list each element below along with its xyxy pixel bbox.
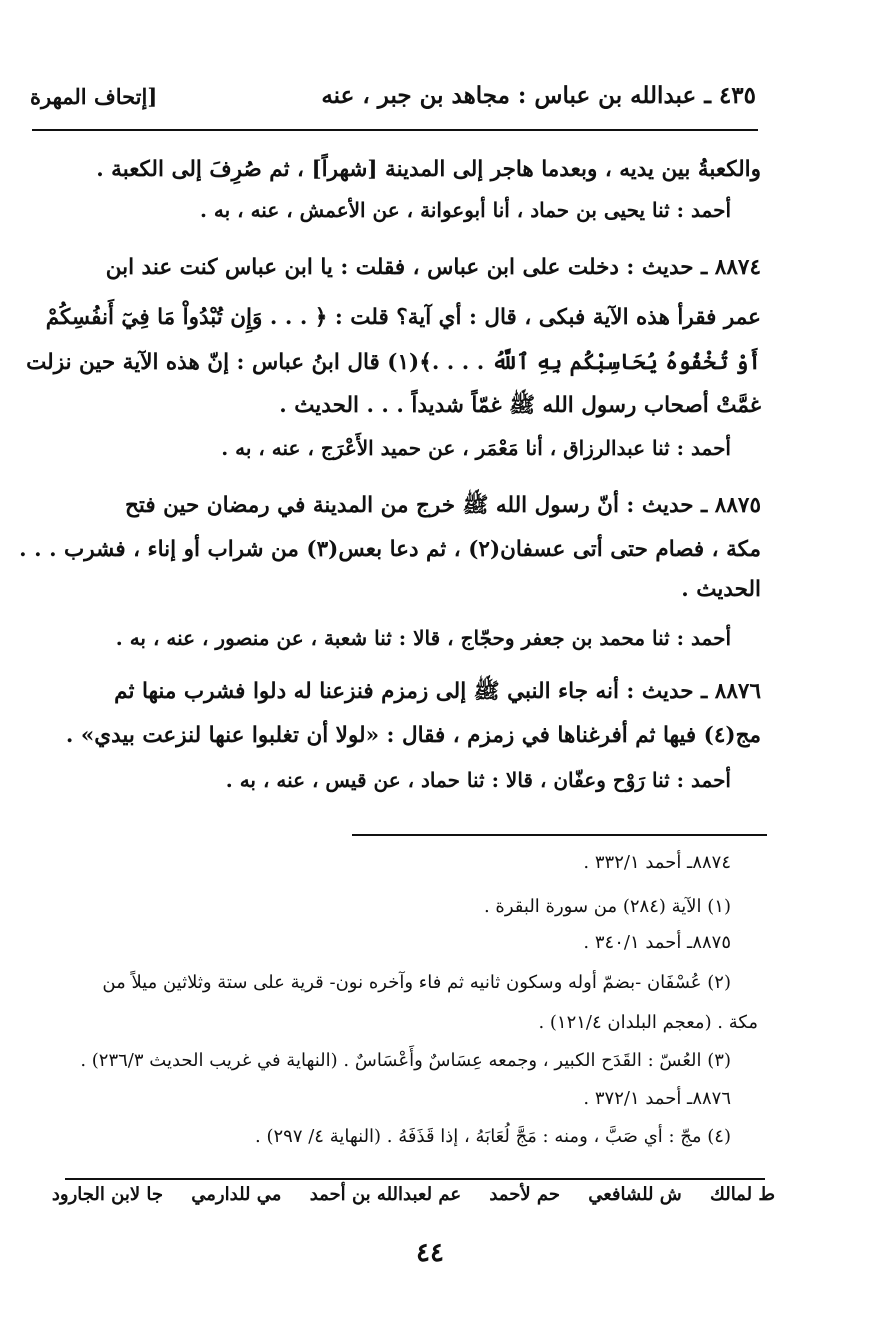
abbreviation-item: جا لابن الجارود	[51, 1184, 163, 1205]
abbreviations-key	[51, 1184, 775, 1224]
isnad-line: أحمد : ثنا رَوْح وعفّان ، قالا : ثنا حماد ، عن قيس ، عنه ، به .	[225, 768, 731, 792]
text-line: مج(٤) فيها ثم أفرغناها في زمزم ، فقال : «لولا أن تغلبوا عنها لنزعت بيدي» .	[65, 723, 761, 748]
isnad-line: أحمد : ثنا يحيى بن حماد ، أنا أبوعوانة ، عن الأعمش ، عنه ، به .	[199, 198, 731, 222]
text-line: والكعبةُ بين يديه ، وبعدما هاجر إلى المدينة [شهراً] ، ثم صُرِفَ إلى الكعبة .	[96, 157, 761, 182]
footnote: (٢) عُسْفَان -بضمّ أوله وسكون ثانيه ثم فاء وآخره نون- قرية على ستة وثلاثين ميلاً من	[102, 972, 731, 993]
hadith-8875-line: ٨٨٧٥ ـ حديث : أنّ رسول الله ﷺ خرج من المدينة في رمضان حين فتح	[125, 493, 761, 518]
header-rule	[32, 129, 758, 131]
footnote: (٤) مجّ : أي صَبَّ ، ومنه : مَجَّ لُعَابَهُ ، إذا قَذَفَهُ . (النهاية ٤/ ٢٩٧) .	[255, 1126, 731, 1147]
text-line: غمَّتْ أصحاب رسول الله ﷺ غمّاً شديداً . . . الحديث .	[279, 393, 761, 418]
text-line: مكة ، فصام حتى أتى عسفان(٢) ، ثم دعا بعس(٣) من شراب أو إناء ، فشرب . . .	[19, 537, 761, 562]
hadith-8876-line: ٨٨٧٦ ـ حديث : أنه جاء النبي ﷺ إلى زمزم فنزعنا له دلوا فشرب منها ثم	[114, 679, 761, 704]
running-header	[30, 82, 756, 122]
footnote: (١) الآية (٢٨٤) من سورة البقرة .	[483, 896, 731, 917]
footnote: ٨٨٧٥ـ أحمد ٣٤٠/١ .	[583, 932, 731, 953]
footnote-rule	[352, 834, 767, 836]
isnad-line: أحمد : ثنا محمد بن جعفر وحجّاج ، قالا : ثنا شعبة ، عن منصور ، عنه ، به .	[115, 626, 731, 650]
footnote: (٣) العُسّ : القَدَح الكبير ، وجمعه عِسَاسٌ وأَعْسَاسٌ . (النهاية في غريب الحديث ٢٣٦/٣) .	[80, 1050, 731, 1071]
abbreviation-item: عم لعبدالله بن أحمد	[309, 1184, 462, 1205]
isnad-line: أحمد : ثنا عبدالرزاق ، أنا مَعْمَر ، عن حميد الأَعْرَج ، عنه ، به .	[221, 436, 731, 460]
abbreviation-item: ش للشافعي	[588, 1184, 682, 1205]
text-line: أَوْ تُخْفُوهُ يُحَاسِبْكُم بِهِ ٱللَّهُ . . . .﴾(١) قال ابنُ عباس : إنّ هذه الآية حين نزلت	[26, 350, 761, 375]
text-line: الحديث .	[681, 577, 761, 602]
footnote: ٨٨٧٦ـ أحمد ٣٧٢/١ .	[583, 1088, 731, 1109]
text-line: عمر فقرأ هذه الآية فبكى ، قال : أي آية؟ قلت : ﴿ . . . وَإِن تُبْدُواْ مَا فِيٓ أَنفُسِكُمْ	[45, 305, 761, 330]
abbreviation-item: ط لمالك	[710, 1184, 775, 1205]
abbreviation-item: مي للدارمي	[191, 1184, 282, 1205]
footnote: مكة . (معجم البلدان ١٢١/٤) .	[538, 1012, 758, 1033]
abbreviation-item: حم لأحمد	[489, 1184, 560, 1205]
header-title: ٤٣٥ ـ عبدالله بن عباس : مجاهد بن جبر ، عنه	[321, 82, 756, 109]
footnote: ٨٨٧٤ـ أحمد ٣٣٢/١ .	[583, 852, 731, 873]
hadith-8874-line: ٨٨٧٤ ـ حديث : دخلت على ابن عباس ، فقلت : يا ابن عباس كنت عند ابن	[105, 255, 761, 280]
abbreviations-rule	[65, 1178, 765, 1180]
header-book-name: [إتحاف المهرة	[30, 84, 158, 109]
page-number: ٤٤	[416, 1238, 444, 1268]
